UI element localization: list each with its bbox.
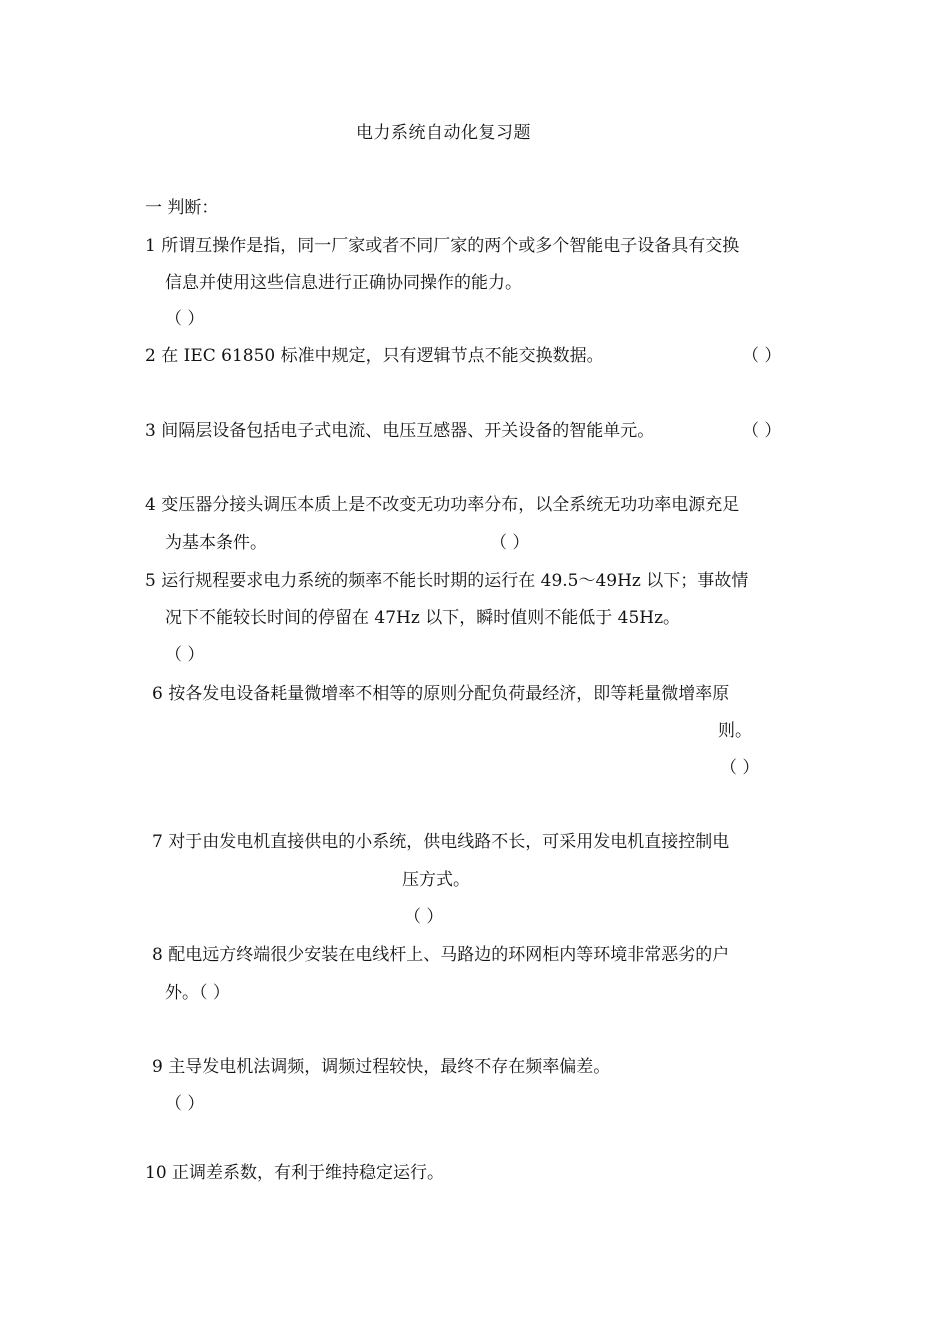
question-8-line-1: 8 配电远方终端很少安装在电线杆上、马路边的环网柜内等环境非常恶劣的户	[152, 945, 730, 965]
question-10-line-1: 10 正调差系数，有利于维持稳定运行。	[145, 1163, 445, 1183]
question-1-answer-blank: （ ）	[165, 309, 205, 329]
question-3-answer-blank: （ ）	[742, 421, 782, 441]
question-7-line-2: 压方式。	[402, 870, 470, 890]
question-6-line-2: 则。	[718, 721, 752, 741]
question-6-line-1: 6 按各发电设备耗量微增率不相等的原则分配负荷最经济，即等耗量微增率原	[152, 684, 730, 704]
question-1-line-1: 1 所谓互操作是指，同一厂家或者不同厂家的两个或多个智能电子设备具有交换	[145, 236, 740, 256]
question-1-line-2: 信息并使用这些信息进行正确协同操作的能力。	[165, 273, 522, 293]
question-2-answer-blank: （ ）	[742, 346, 782, 366]
question-2-line-1: 2 在 IEC 61850 标准中规定，只有逻辑节点不能交换数据。	[145, 346, 604, 366]
question-5-answer-blank: （ ）	[165, 645, 205, 665]
document-title: 电力系统自动化复习题	[356, 123, 531, 143]
question-9-line-1: 9 主导发电机法调频，调频过程较快，最终不存在频率偏差。	[152, 1057, 611, 1077]
question-4-line-2: 为基本条件。	[165, 533, 267, 553]
question-4-answer-blank: （ ）	[490, 533, 530, 553]
question-7-answer-blank: （ ）	[404, 907, 444, 927]
question-8-line-2: 外。（ ）	[165, 983, 230, 1003]
question-6-answer-blank: （ ）	[720, 758, 760, 778]
question-5-line-1: 5 运行规程要求电力系统的频率不能长时期的运行在 49.5～49Hz 以下；事故情	[145, 571, 749, 591]
question-3-line-1: 3 间隔层设备包括电子式电流、电压互感器、开关设备的智能单元。	[145, 421, 655, 441]
question-7-line-1: 7 对于由发电机直接供电的小系统，供电线路不长，可采用发电机直接控制电	[152, 832, 730, 852]
question-9-answer-blank: （ ）	[165, 1094, 205, 1114]
question-4-line-1: 4 变压器分接头调压本质上是不改变无功功率分布，以全系统无功功率电源充足	[145, 495, 740, 515]
question-5-line-2: 况下不能较长时间的停留在 47Hz 以下，瞬时值则不能低于 45Hz。	[165, 608, 681, 628]
section-heading: 一 判断：	[145, 198, 219, 218]
